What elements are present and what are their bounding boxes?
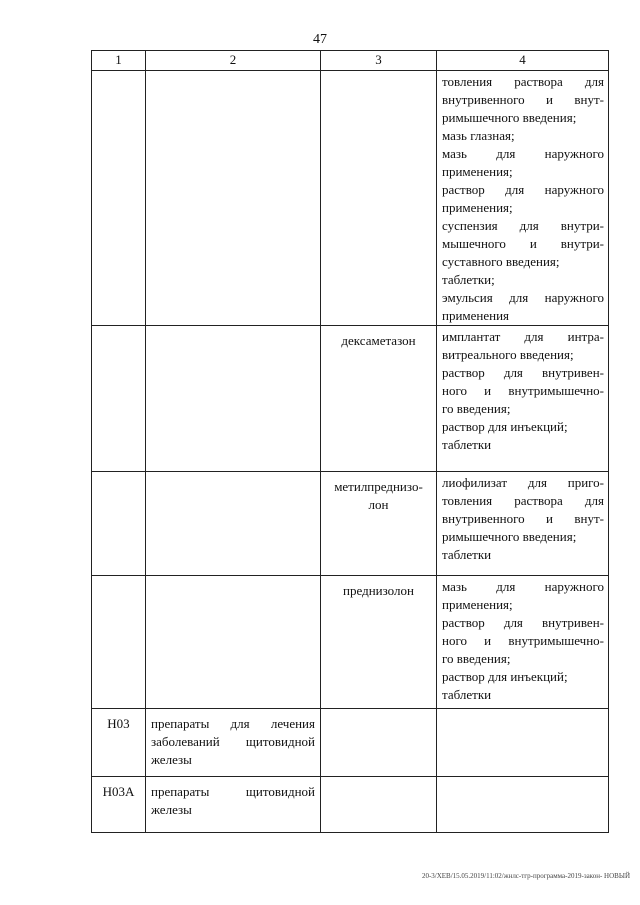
dosage-forms-cell bbox=[437, 472, 609, 576]
dosage-form-line: суставного введения; bbox=[442, 254, 560, 269]
dosage-form-line: мазь глазная; bbox=[442, 128, 515, 143]
dosage-form-line: суспензия для внутри- bbox=[442, 218, 604, 233]
group-name-cell bbox=[146, 326, 321, 472]
table-row bbox=[92, 472, 609, 576]
table-row bbox=[92, 326, 609, 472]
dosage-form-line: таблетки; bbox=[442, 272, 495, 287]
dosage-form-line: римышечного введения; bbox=[442, 110, 577, 125]
group-name-cell bbox=[146, 71, 321, 326]
dosage-forms-cell bbox=[437, 576, 609, 709]
document-footer: 20-3/ХЕВ/15.05.2019/11:02/жнлс-тгр-программа-2019-закон- НОВЫЙ bbox=[421, 872, 630, 880]
dosage-form-line: раствор для инъекций; bbox=[442, 669, 568, 684]
dosage-form-line: применения; bbox=[442, 164, 513, 179]
drug-name-cell bbox=[321, 71, 437, 326]
dosage-form-line: витреального введения; bbox=[442, 347, 574, 362]
dosage-form-line: раствор для внутривен- bbox=[442, 365, 604, 380]
atc-code-cell: H03 bbox=[92, 709, 146, 777]
dosage-form-line: мазь для наружного bbox=[442, 579, 604, 594]
group-name-cell: препараты щитовидной железы bbox=[146, 777, 321, 833]
atc-code-cell bbox=[92, 71, 146, 326]
dosage-form-line: римышечного введения; bbox=[442, 529, 577, 544]
dosage-form-line: применения bbox=[442, 308, 510, 323]
table-row bbox=[92, 71, 609, 326]
dosage-form-line: применения; bbox=[442, 597, 513, 612]
dosage-form-line: ного и внутримышечно- bbox=[442, 383, 604, 398]
group-name-cell: препараты для лечения заболеваний щитовидной железы bbox=[146, 709, 321, 777]
table-header-row bbox=[92, 51, 609, 71]
drug-name-cell: дексаметазон bbox=[321, 326, 437, 472]
drug-name-cell bbox=[321, 777, 437, 833]
dosage-form-line: го введения; bbox=[442, 401, 511, 416]
dosage-form-line: применения; bbox=[442, 200, 513, 215]
dosage-form-line: товления раствора для bbox=[442, 74, 604, 89]
table-row bbox=[92, 576, 609, 709]
dosage-form-line: внутривенного и внут- bbox=[442, 511, 604, 526]
dosage-forms-cell bbox=[437, 71, 609, 326]
table-row bbox=[92, 777, 609, 833]
dosage-forms-cell bbox=[437, 709, 609, 777]
dosage-form-line: товления раствора для bbox=[442, 493, 604, 508]
atc-code-cell: H03A bbox=[92, 777, 146, 833]
atc-code-cell bbox=[92, 326, 146, 472]
dosage-form-line: внутривенного и внут- bbox=[442, 92, 604, 107]
dosage-form-line: таблетки bbox=[442, 437, 492, 452]
drug-name-cell: преднизолон bbox=[321, 576, 437, 709]
group-name-cell bbox=[146, 472, 321, 576]
column-header-4: 4 bbox=[437, 51, 609, 71]
column-header-1: 1 bbox=[92, 51, 146, 71]
dosage-form-line: го введения; bbox=[442, 651, 511, 666]
dosage-form-line: эмульсия для наружного bbox=[442, 290, 604, 305]
column-header-3: 3 bbox=[321, 51, 437, 71]
atc-code-cell bbox=[92, 576, 146, 709]
atc-code-cell bbox=[92, 472, 146, 576]
dosage-form-line: раствор для инъекций; bbox=[442, 419, 568, 434]
dosage-form-line: раствор для наружного bbox=[442, 182, 604, 197]
dosage-form-line: имплантат для интра- bbox=[442, 329, 604, 344]
column-header-2: 2 bbox=[146, 51, 321, 71]
dosage-form-line: таблетки bbox=[442, 547, 492, 562]
dosage-forms-cell bbox=[437, 326, 609, 472]
drug-name-cell bbox=[321, 709, 437, 777]
dosage-form-line: раствор для внутривен- bbox=[442, 615, 604, 630]
dosage-form-line: мазь для наружного bbox=[442, 146, 604, 161]
dosage-form-line: лиофилизат для приго- bbox=[442, 475, 604, 490]
drug-name-cell: метилпреднизо- лон bbox=[321, 472, 437, 576]
page-number: 47 bbox=[313, 32, 327, 47]
table-row bbox=[92, 709, 609, 777]
dosage-form-line: ного и внутримышечно- bbox=[442, 633, 604, 648]
dosage-form-line: мышечного и внутри- bbox=[442, 236, 604, 251]
dosage-forms-cell bbox=[437, 777, 609, 833]
drug-table bbox=[91, 50, 609, 833]
group-name-cell bbox=[146, 576, 321, 709]
dosage-form-line: таблетки bbox=[442, 687, 492, 702]
